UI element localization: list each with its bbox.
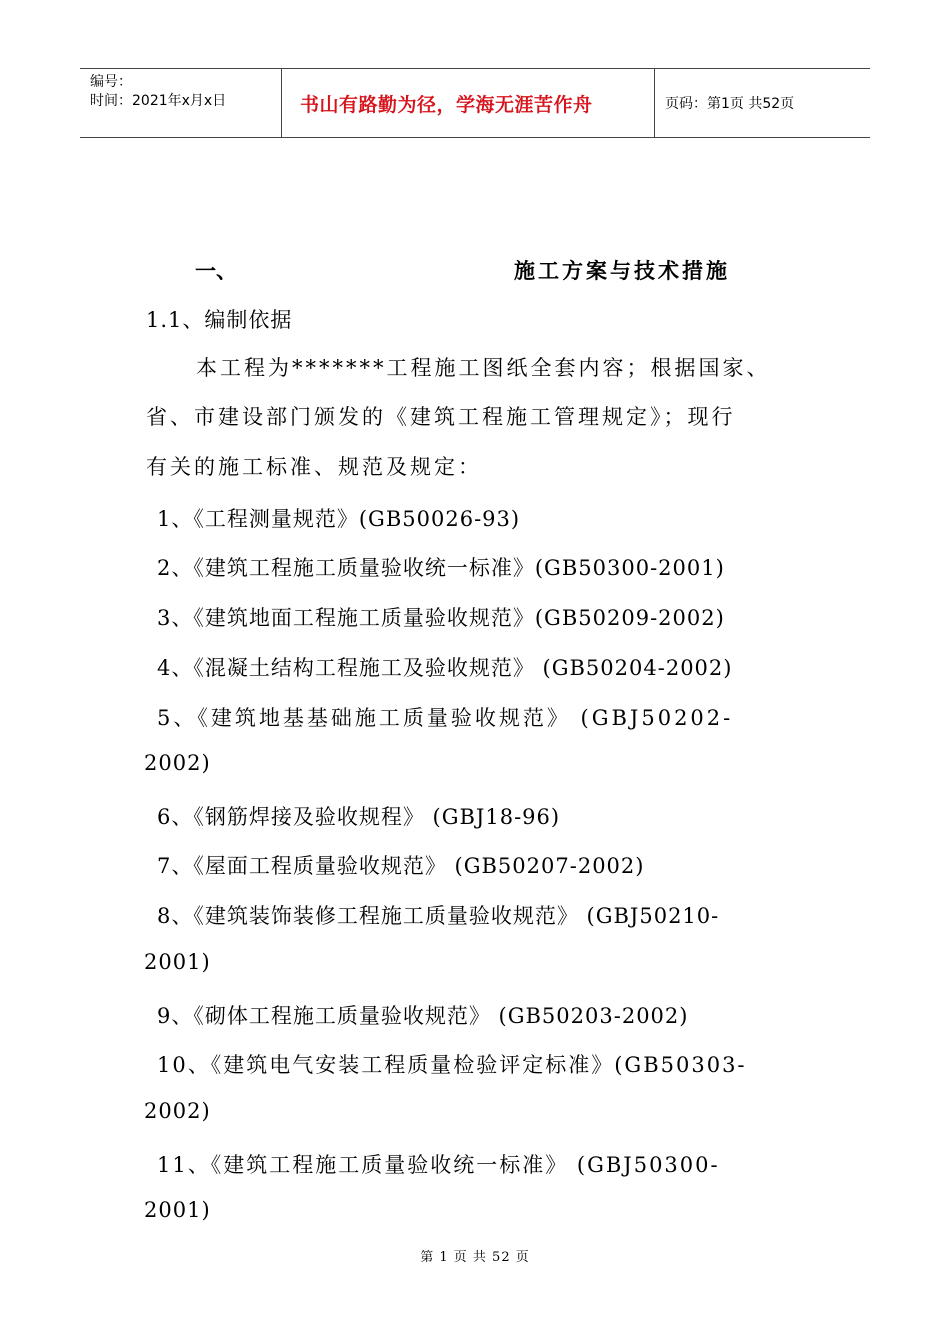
intro-line: 本工程为*******工程施工图纸全套内容；根据国家、 [196,356,771,380]
list-item: 3、《建筑地面工程施工质量验收规范》(GB50209-2002) [157,606,725,630]
intro-line: 省、市建设部门颁发的《建筑工程施工管理规定》；现行 [146,405,736,429]
section-number: 一、 [195,259,237,283]
list-item: 1、《工程测量规范》(GB50026-93) [157,507,521,531]
section-title: 施工方案与技术措施 [514,259,730,283]
list-item: 7、《屋面工程质量验收规范》 (GB50207-2002) [157,854,645,878]
list-item-continuation: 2001) [144,950,211,974]
list-item: 4、《混凝土结构工程施工及验收规范》 (GB50204-2002) [157,656,733,680]
list-item-continuation: 2002) [144,751,211,775]
subheading: 1.1、编制依据 [146,308,293,332]
list-item: 6、《钢筋焊接及验收规程》 (GBJ18-96) [157,805,561,829]
list-item-continuation: 2002) [144,1099,211,1123]
list-item: 2、《建筑工程施工质量验收统一标准》(GB50300-2001) [157,556,725,580]
page-header [80,68,870,138]
list-item: 11、《建筑工程施工质量验收统一标准》 (GBJ50300- [157,1153,720,1177]
number-label: 编号： [90,74,132,90]
list-item: 9、《砌体工程施工质量验收规范》 (GB50203-2002) [157,1004,689,1028]
time-label: 时间：2021年x月x日 [90,93,227,109]
header-meta [80,69,282,137]
list-item: 8、《建筑装饰装修工程施工质量验收规范》 (GBJ50210- [157,904,720,928]
intro-line: 有关的施工标准、规范及规定： [146,455,482,479]
header-page-info: 页码：第1页 共52页 [665,96,795,112]
page-footer: 第 1 页 共 52 页 [420,1250,530,1265]
list-item: 10、《建筑电气安装工程质量检验评定标准》(GB50303- [157,1053,747,1077]
header-motto: 书山有路勤为径，学海无涯苦作舟 [282,69,655,137]
list-item-continuation: 2001) [144,1198,211,1222]
list-item: 5、《建筑地基基础施工质量验收规范》 (GBJ50202- [157,706,734,730]
section-heading [0,255,950,287]
